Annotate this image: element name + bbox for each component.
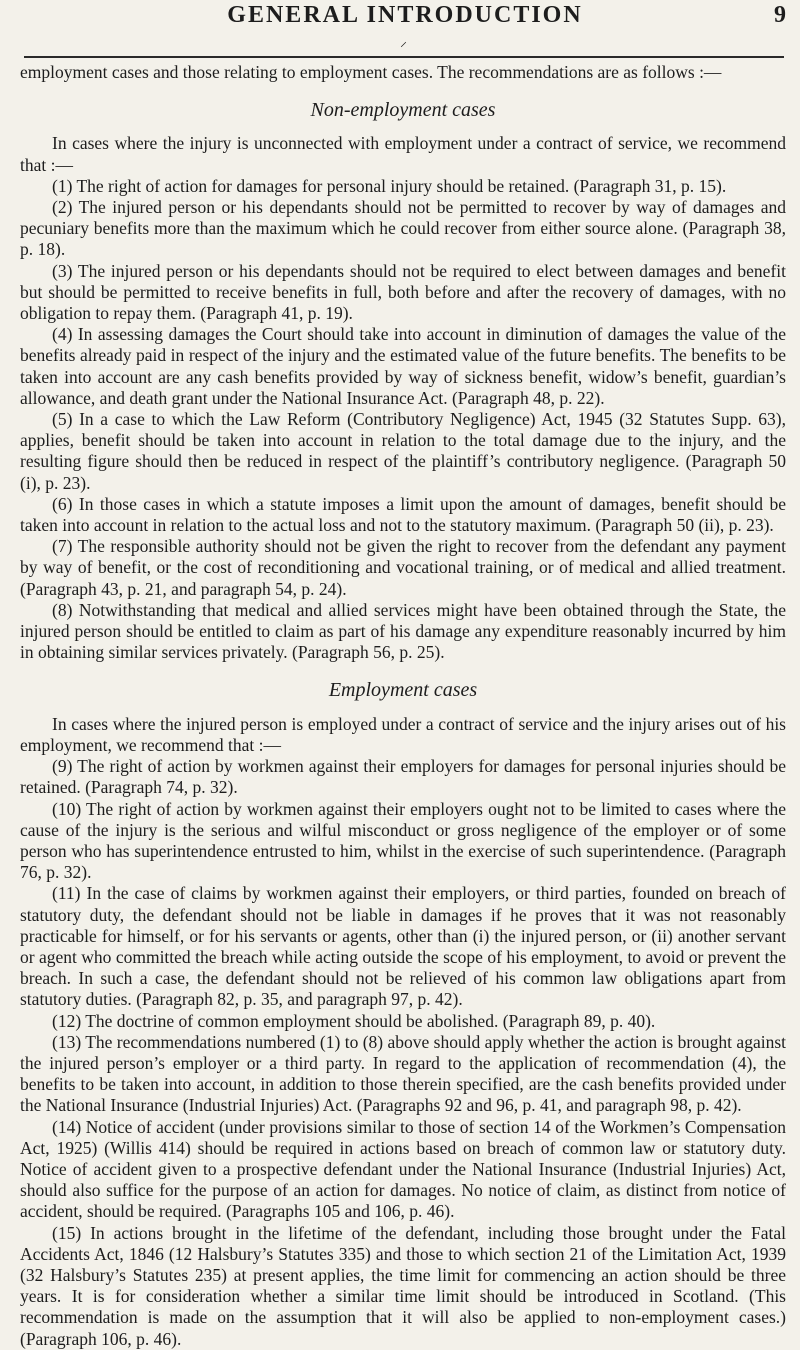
- recommendation-item: (6) In those cases in which a statute imposes a limit upon the amount of damages, benefit should be taken into account in relation to the actual loss and not to the statutory maximum. (Paragraph 50 (ii), p. 23).: [20, 493, 786, 536]
- section-lead-paragraph: In cases where the injury is unconnected with employment under a contract of service, we recommend that :—: [20, 133, 786, 175]
- recommendation-item: (4) In assessing damages the Court should take into account in diminution of damages the value of the benefits already paid in respect of the injury and the estimated value of the future benefits. The benefits to be taken into account are any cash benefits provided by way of sickness benefit, widow’s benefit, guardian’s allowance, and death grant under the National Insurance Act. (Paragraph 48, p. 22).: [20, 324, 786, 408]
- recommendation-item: (2) The injured person or his dependants should not be permitted to recover by way of damages and pecuniary benefits more than the maximum which he could recover from either source alone. (Paragraph 38, p. 18).: [20, 197, 786, 260]
- recommendation-item: (8) Notwithstanding that medical and allied services might have been obtained through the State, the injured person should be entitled to claim as part of his damage any expenditure reasonably incurred by him in obtaining similar services privately. (Paragraph 56, p. 25).: [20, 599, 786, 663]
- page-number: 9: [774, 2, 788, 28]
- recommendation-item: (15) In actions brought in the lifetime of the defendant, including those brought under the Fatal Accidents Act, 1846 (12 Halsbury’s Statutes 335) and those to which section 21 of the Limitation Act, 1939 (32 Halsbury’s Statutes 235) at present applies, the time limit for commencing an action should be three years. It is for consideration whether a similar time limit should be introduced in Scotland. (This recommendation is made on the assumption that it will also be applied to non-employment cases.) (Paragraph 106, p. 46).: [20, 1222, 786, 1349]
- recommendation-item: (9) The right of action by workmen against their employers for damages for personal injuries should be retained. (Paragraph 74, p. 32).: [20, 756, 786, 798]
- recommendation-item: (7) The responsible authority should not be given the right to recover from the defendant any payment by way of benefit, or the cost of reconditioning and vocational training, or of medical and allied treatment. (Paragraph 43, p. 21, and paragraph 54, p. 24).: [20, 536, 786, 599]
- print-mark-icon: ⸝: [400, 35, 407, 50]
- recommendation-item: (14) Notice of accident (under provisions similar to those of section 14 of the Workmen’s Compensation Act, 1925) (Willis 414) should be required in actions based on breach of common law or statutory duty. Notice of accident given to a prospective defendant under the National Insurance (Industrial Injuries) Act, should also suffice for the purpose of an action for damages. No notice of claim, as distinct from notice of accident, should be required. (Paragraphs 105 and 106, p. 46).: [20, 1116, 786, 1222]
- recommendation-item: (1) The right of action for damages for personal injury should be retained. (Paragraph 31, p. 15).: [52, 175, 727, 196]
- header-rule: [24, 56, 784, 58]
- recommendation-item: (10) The right of action by workmen against their employers ought not to be limited to cases where the cause of the injury is the serious and wilful misconduct or gross negligence of the employer or of some person who has superintendence entrusted to him, whilst in the exercise of such superintendence. (Paragraph 76, p. 32).: [20, 798, 786, 883]
- intro-paragraph: employment cases and those relating to employment cases. The recommendations are as follows :—: [20, 62, 722, 82]
- running-header: [22, 2, 788, 30]
- header-title: GENERAL INTRODUCTION: [227, 2, 583, 28]
- recommendation-item: (13) The recommendations numbered (1) to (8) above should apply whether the action is brought against the injured person’s employer or a third party. In regard to the application of recommendation (4), the benefits to be taken into account, in addition to those therein specified, are the cash benefits provided under the National Insurance (Industrial Injuries) Act. (Paragraphs 92 and 96, p. 41, and paragraph 98, p. 42).: [20, 1031, 786, 1116]
- document-body: [20, 62, 786, 1350]
- section-heading-non-employment: Non-employment cases: [310, 99, 496, 122]
- recommendation-item: (5) In a case to which the Law Reform (Contributory Negligence) Act, 1945 (32 Statutes Supp. 63), applies, benefit should be taken into account in relation to the total damage due to the injury, and the resulting figure should then be reduced in respect of the plaintiff’s contributory negligence. (Paragraph 50 (i), p. 23).: [20, 409, 786, 493]
- recommendation-item: (3) The injured person or his dependants should not be required to elect between damages and benefit but should be permitted to receive benefits in full, both before and after the recovery of damages, with no obligation to repay them. (Paragraph 41, p. 19).: [20, 260, 786, 324]
- recommendation-item: (12) The doctrine of common employment should be abolished. (Paragraph 89, p. 40).: [52, 1010, 656, 1031]
- section-heading-employment: Employment cases: [328, 679, 478, 702]
- section-lead-paragraph: In cases where the injured person is employed under a contract of service and the injury arises out of his employment, we recommend that :—: [20, 713, 786, 755]
- recommendation-item: (11) In the case of claims by workmen against their employers, or third parties, founded on breach of statutory duty, the defendant should not be liable in damages if he proves that it was not reasonably practicable for himself, or for his servants or agents, other than (i) the injured person, or (ii) another servant or agent who committed the breach while acting outside the scope of his employment, to avoid or prevent the breach. In such a case, the defendant should not be relieved of his common law obligations apart from statutory duties. (Paragraph 82, p. 35, and paragraph 97, p. 42).: [20, 883, 786, 1010]
